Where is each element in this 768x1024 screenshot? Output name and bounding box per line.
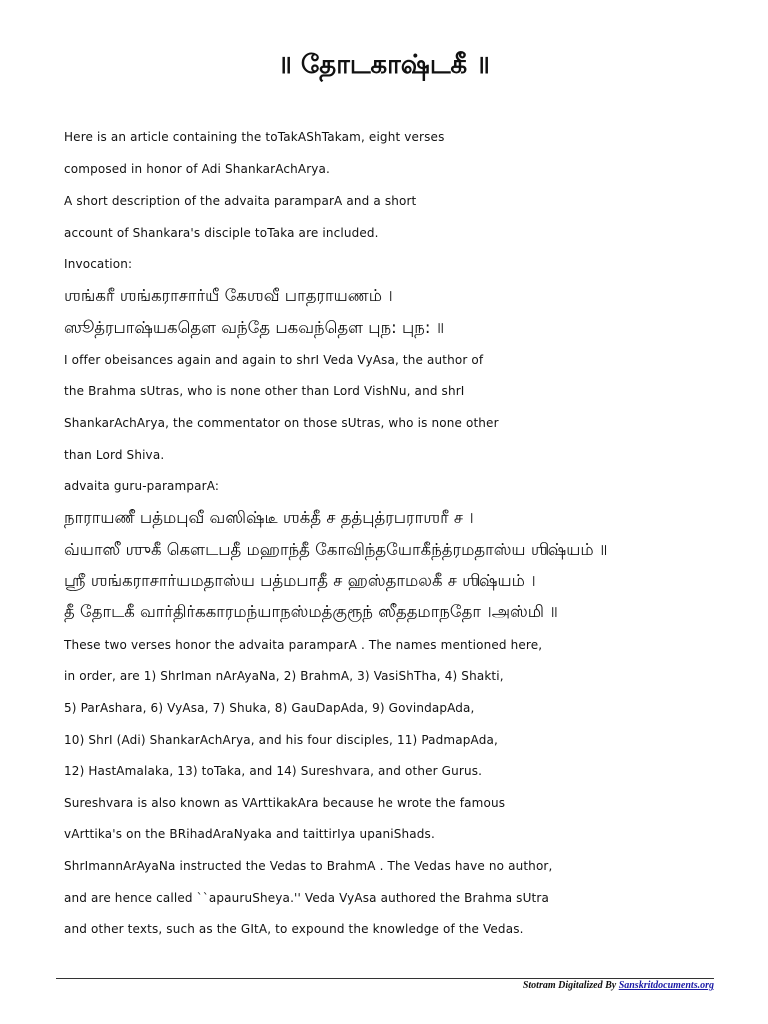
verse-line: ஶங்கரீ ஶங்கராசார்யீ கேஶவீ பாதராயணம் । [64,286,393,305]
text-line: vArttika's on the BRihadAraNyaka and taittirIya upaniShads. [64,827,435,841]
text-line: 5) ParAshara, 6) VyAsa, 7) Shuka, 8) GauDapAda, 9) GovindapAda, [64,701,475,715]
verse-line: தீ தோடகீ வார்திர்ககாரமந்யாநஸ்மத்குரூந் ஸீததமாநதோ ।அஸ்மி ॥ [64,602,558,621]
text-line: the Brahma sUtras, who is none other than Lord VishNu, and shrI [64,384,465,398]
text-line: Sureshvara is also known as VArttikakAra because he wrote the famous [64,796,506,810]
footer-prefix: Stotram Digitalized By [522,980,619,991]
text-line: account of Shankara's disciple toTaka are included. [64,226,379,240]
verse-line: நாராயணீ பத்மபுவீ வஸிஷ்டீ ஶக்தீ ச தத்புத்ரபராஶரீ ச । [64,508,474,527]
footer-divider [56,978,714,979]
text-line: Invocation: [64,257,133,271]
text-line: and other texts, such as the GItA, to expound the knowledge of the Vedas. [64,922,524,936]
text-line: Here is an article containing the toTakAShTakam, eight verses [64,130,445,144]
verse-line: ஶ்ரீ ஶங்கராசார்யமதாஸ்ய பத்மபாதீ ச ஹஸ்தாமலகீ ச ஶிஷ்யம் । [64,571,536,590]
text-line: 10) ShrI (Adi) ShankarAchArya, and his four disciples, 11) PadmapAda, [64,733,498,747]
footer-credit [523,980,714,991]
text-line: advaita guru-paramparA: [64,479,220,493]
text-line: in order, are 1) ShrIman nArAyaNa, 2) BrahmA, 3) VasiShTha, 4) Shakti, [64,669,504,683]
text-line: than Lord Shiva. [64,448,165,462]
text-line: composed in honor of Adi ShankarAchArya. [64,162,331,176]
text-line: 12) HastAmalaka, 13) toTaka, and 14) Sureshvara, and other Gurus. [64,764,483,778]
text-line: These two verses honor the advaita paramparA . The names mentioned here, [64,638,543,652]
text-line: ShrImannArAyaNa instructed the Vedas to BrahmA . The Vedas have no author, [64,859,553,873]
text-line: I offer obeisances again and again to shrI Veda VyAsa, the author of [64,353,484,367]
footer-link[interactable]: Sanskritdocuments.org [618,980,714,991]
verse-line: ஸூத்ரபாஷ்யகதௌ வந்தே பகவந்தௌ புந꞉ புந꞉ ॥ [64,318,445,337]
text-line: ShankarAchArya, the commentator on those sUtras, who is none other [64,416,499,430]
page-title: ॥ தோடகாஷ்டகீ ॥ [278,50,490,80]
text-line: and are hence called ``apauruSheya.'' Veda VyAsa authored the Brahma sUtra [64,891,549,905]
text-line: A short description of the advaita paramparA and a short [64,194,417,208]
verse-line: வ்யாஸீ ஶுகீ கௌடபதீ மஹாந்தீ கோவிந்தயோகீந்த்ரமதாஸ்ய ஶிஷ்யம் ॥ [64,540,608,559]
